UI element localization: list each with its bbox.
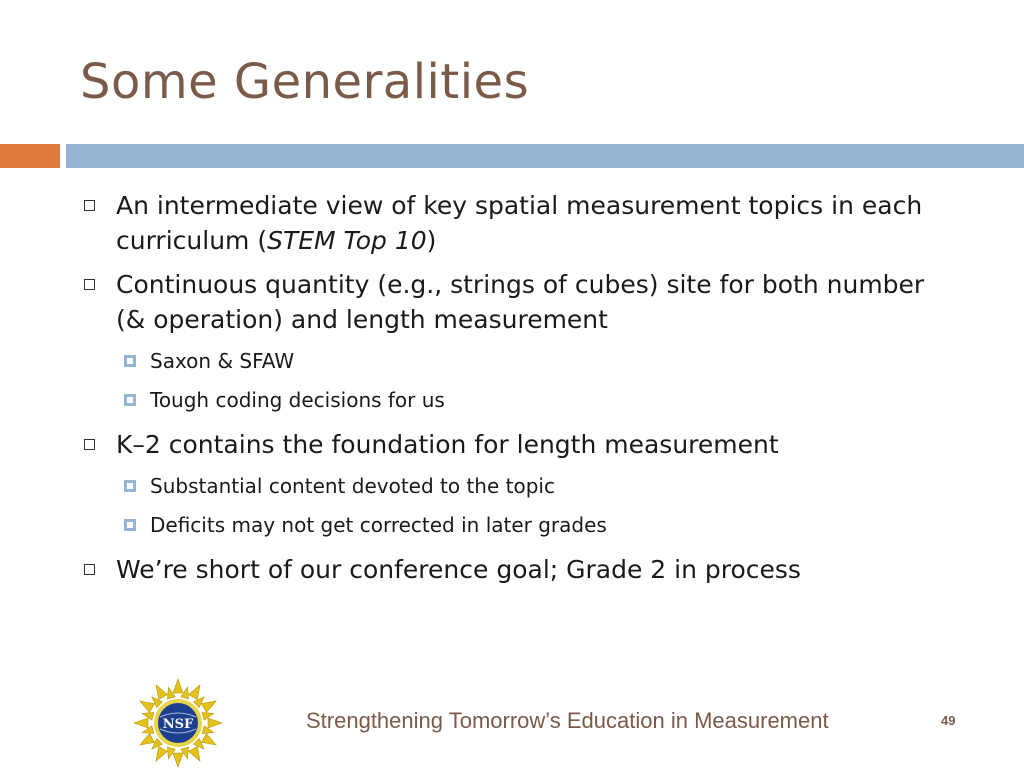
filled-square-bullet-icon: [124, 519, 136, 531]
bullet-text: ): [426, 226, 437, 255]
slide-title: Some Generalities: [80, 54, 530, 110]
bullet-item: [80, 552, 960, 587]
sub-bullet-text: Saxon & SFAW: [150, 349, 295, 373]
bullet-text: K–2 contains the foundation for length measurement: [116, 430, 779, 459]
sub-bullet-item: [80, 471, 960, 501]
bullet-item: [80, 188, 960, 258]
bullet-text: Continuous quantity (e.g., strings of cubes) site for both number (& operation) and length measurement: [116, 270, 925, 334]
accent-bar-blue: [66, 144, 1024, 168]
square-bullet-icon: [84, 439, 95, 450]
sub-bullet-text: Tough coding decisions for us: [150, 388, 445, 412]
accent-bar-orange: [0, 144, 60, 168]
filled-square-bullet-icon: [124, 394, 136, 406]
bullet-list: [80, 188, 960, 596]
square-bullet-icon: [84, 200, 95, 211]
bullet-text: An intermediate view of key spatial measurement topics in each curriculum (: [116, 191, 923, 255]
sub-bullet-text: Deficits may not get corrected in later grades: [150, 513, 607, 537]
square-bullet-icon: [84, 564, 95, 575]
bullet-item: [80, 267, 960, 337]
sub-bullet-item: [80, 385, 960, 415]
sub-bullet-item: [80, 510, 960, 540]
bullet-text-italic: STEM Top 10: [267, 226, 427, 255]
filled-square-bullet-icon: [124, 355, 136, 367]
page-number: 49: [941, 713, 956, 728]
footer-text: Strengthening Tomorrow’s Education in Measurement: [306, 708, 829, 733]
nsf-logo-icon: [132, 678, 224, 768]
bullet-item: [80, 427, 960, 462]
sub-bullet-item: [80, 346, 960, 376]
square-bullet-icon: [84, 279, 95, 290]
filled-square-bullet-icon: [124, 480, 136, 492]
bullet-text: We’re short of our conference goal; Grade 2 in process: [116, 555, 801, 584]
svg-text:NSF: NSF: [162, 717, 194, 732]
sub-bullet-text: Substantial content devoted to the topic: [150, 474, 555, 498]
